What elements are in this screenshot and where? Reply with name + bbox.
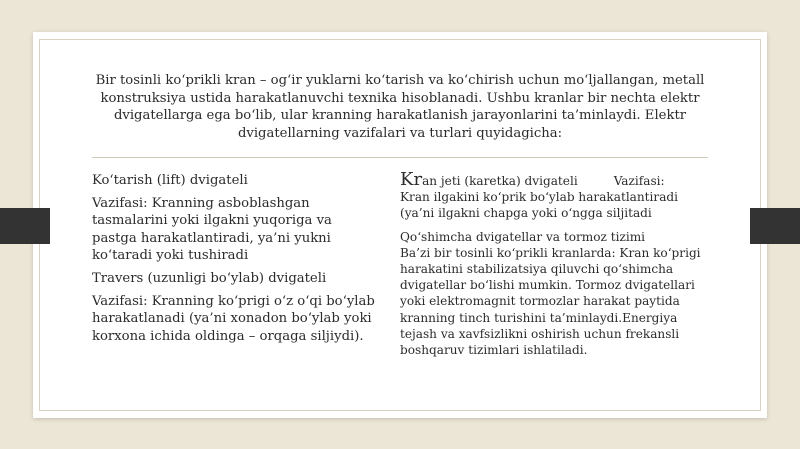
trolley-motor-description: Kran ilgakini ko‘prik bo‘ylab harakatlantiradi (ya’ni ilgakni chapga yoki o‘ngga siljitadi (400, 190, 679, 221)
right-side-tab (750, 208, 800, 244)
divider-line (92, 157, 708, 158)
left-column (92, 172, 378, 350)
travers-motor-description: Vazifasi: Kranning ko‘prigi o‘z o‘qi bo‘ylab harakatlanadi (ya’ni xonadon bo‘ylab yoki korxona ichida oldinga – orqaga siljiydi). (92, 293, 375, 344)
extra-motors-title: Qo‘shimcha dvigatellar va tormoz tizimi (400, 229, 646, 244)
trolley-motor-heading (400, 169, 710, 190)
lift-motor-description: Vazifasi: Kranning asboblashgan tasmalarini yoki ilgakni yuqoriga va pastga harakatlantiradi, ya’ni yukni ko‘taradi yoki tushiradi (92, 195, 332, 264)
right-column (400, 169, 710, 358)
lift-motor-title: Ko‘tarish (lift) dvigateli (92, 173, 248, 188)
trolley-motor-label: Vazifasi: (613, 174, 665, 188)
intro-paragraph: Bir tosinli ko‘prikli kran – og‘ir yuklarni ko‘tarish va ko‘chirish uchun mo‘ljallangan, metall konstruksiya ustida harakatlanuvchi texnika hisoblanadi. Ushbu kranlar bir nechta elektr dvigatellarga ega bo‘lib, ular kranning harakatlanish jarayonlarini ta’minlaydi. Elektr dvigatellarning vazifalari va turlari quyidagicha: (95, 73, 705, 141)
trolley-motor-initial: Kr (400, 169, 423, 190)
travers-motor-title: Travers (uzunligi bo‘ylab) dvigateli (92, 270, 327, 286)
extra-motors-description: Ba’zi bir tosinli ko‘prikli kranlarda: Kran ko‘prigi harakatini stabilizatsiya qiluvchi qo‘shimcha dvigatellar bo‘lishi mumkin. Tormoz dvigatellari yoki elektromagnit tormozlar harakat paytida kranning tinch turishini ta’minlaydi.Energiya tejash va xavfsizlikni oshirish uchun frekansli boshqaruv tizimlari ishlatiladi. (400, 245, 701, 358)
left-side-tab (0, 208, 50, 244)
trolley-motor-title: an jeti (karetka) dvigateli (422, 174, 578, 188)
